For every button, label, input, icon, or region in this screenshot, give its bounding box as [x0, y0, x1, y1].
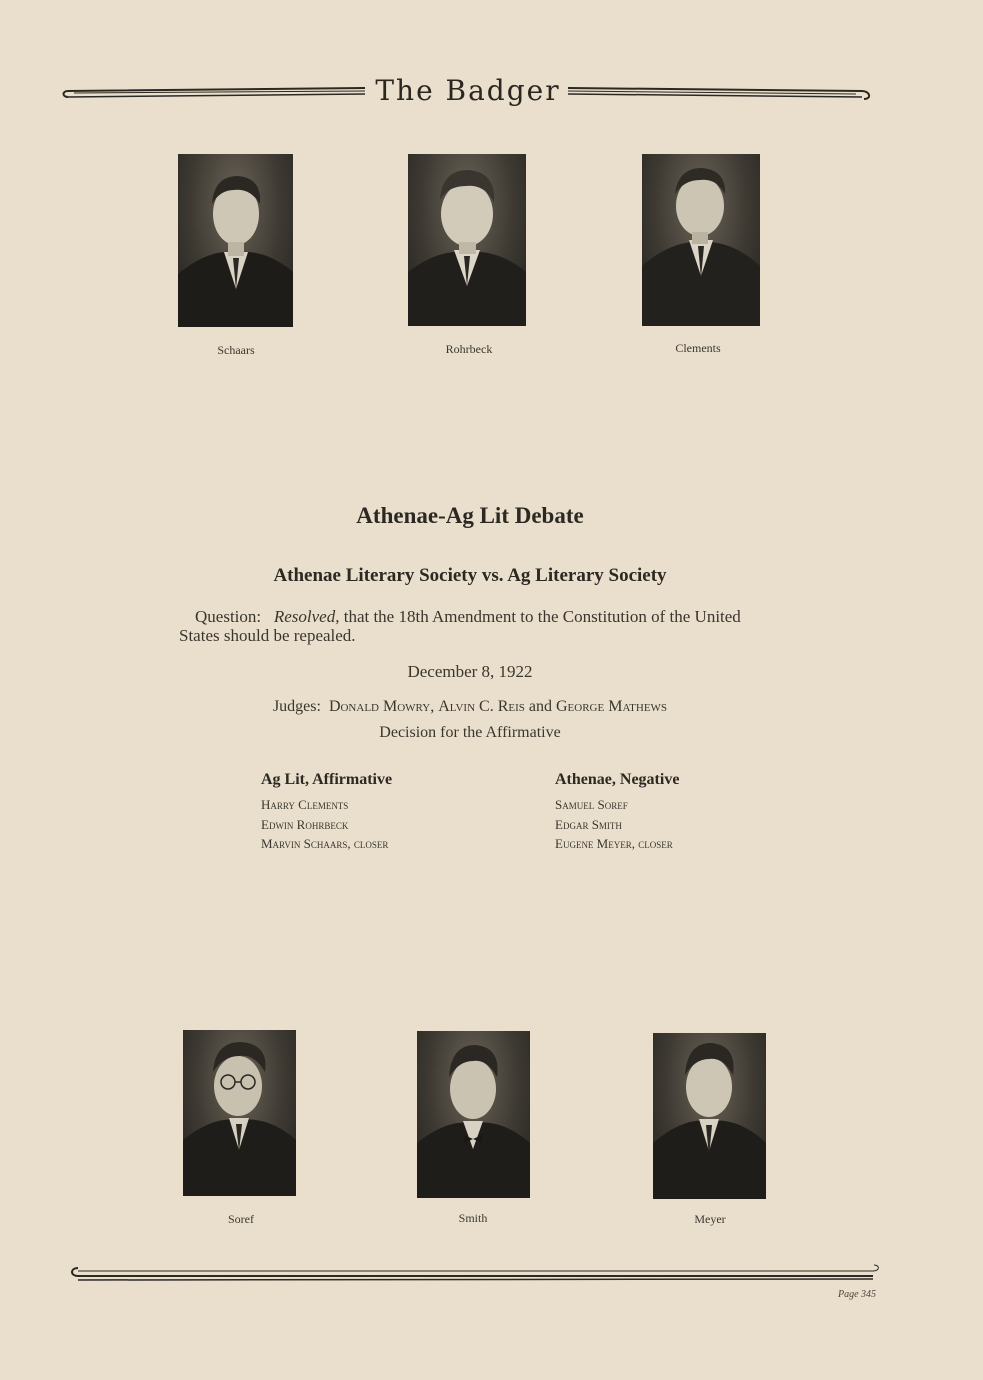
judge-name: Alvin C. Reis: [438, 698, 525, 715]
debate-date: December 8, 1922: [407, 662, 533, 681]
debate-subtitle: Athenae Literary Society vs. Ag Literary Society: [273, 565, 667, 586]
caption-soref: Soref: [228, 1212, 254, 1226]
question-text-line1: that the 18th Amendment to the Constitution of the United: [343, 607, 741, 626]
question-text-line2: States should be repealed.: [179, 626, 356, 645]
team-member: Samuel Soref: [555, 797, 628, 812]
footer-rule: [68, 1264, 883, 1284]
team-member: Edwin Rohrbeck: [261, 816, 349, 832]
question-resolved: Resolved,: [273, 607, 340, 626]
portrait-rohrbeck: [408, 154, 526, 326]
team-member: Marvin Schaars, closer: [261, 836, 389, 851]
header-rule-right: [566, 84, 876, 104]
running-header-title: The Badger: [375, 74, 561, 107]
judge-name: Donald Mowry: [328, 698, 431, 715]
portrait-schaars: [178, 154, 293, 327]
portrait-soref: [183, 1030, 296, 1196]
debate-decision: Decision for the Affirmative: [379, 724, 561, 741]
debate-title: Athenae-Ag Lit Debate: [356, 503, 584, 528]
team-negative: [555, 771, 815, 854]
caption-clements: Clements: [675, 341, 721, 355]
judges-and: and: [528, 698, 552, 715]
header-rule-left: [60, 84, 370, 104]
caption-smith: Smith: [458, 1211, 488, 1225]
judges-line: Judges: Donald Mowry, Alvin C. Reis and George Mathews: [272, 698, 668, 715]
team-heading: Ag Lit, Affirmative: [261, 771, 393, 788]
portrait-meyer: [653, 1033, 766, 1199]
team-member: Harry Clements: [261, 797, 349, 812]
team-heading: Athenae, Negative: [555, 771, 680, 788]
judges-label: Judges:: [272, 698, 321, 715]
team-member: Eugene Meyer, closer: [555, 836, 673, 851]
debate-question: [179, 607, 779, 645]
page-number: Page 345: [838, 1289, 877, 1300]
team-member: Edgar Smith: [555, 816, 622, 832]
caption-schaars: Schaars: [217, 343, 255, 357]
judge-name: George Mathews: [556, 698, 668, 715]
team-affirmative: [261, 771, 521, 854]
portrait-clements: [642, 154, 760, 326]
caption-meyer: Meyer: [694, 1212, 726, 1226]
question-label: Question:: [195, 607, 262, 626]
caption-rohrbeck: Rohrbeck: [445, 342, 493, 356]
portrait-smith: [417, 1031, 530, 1198]
